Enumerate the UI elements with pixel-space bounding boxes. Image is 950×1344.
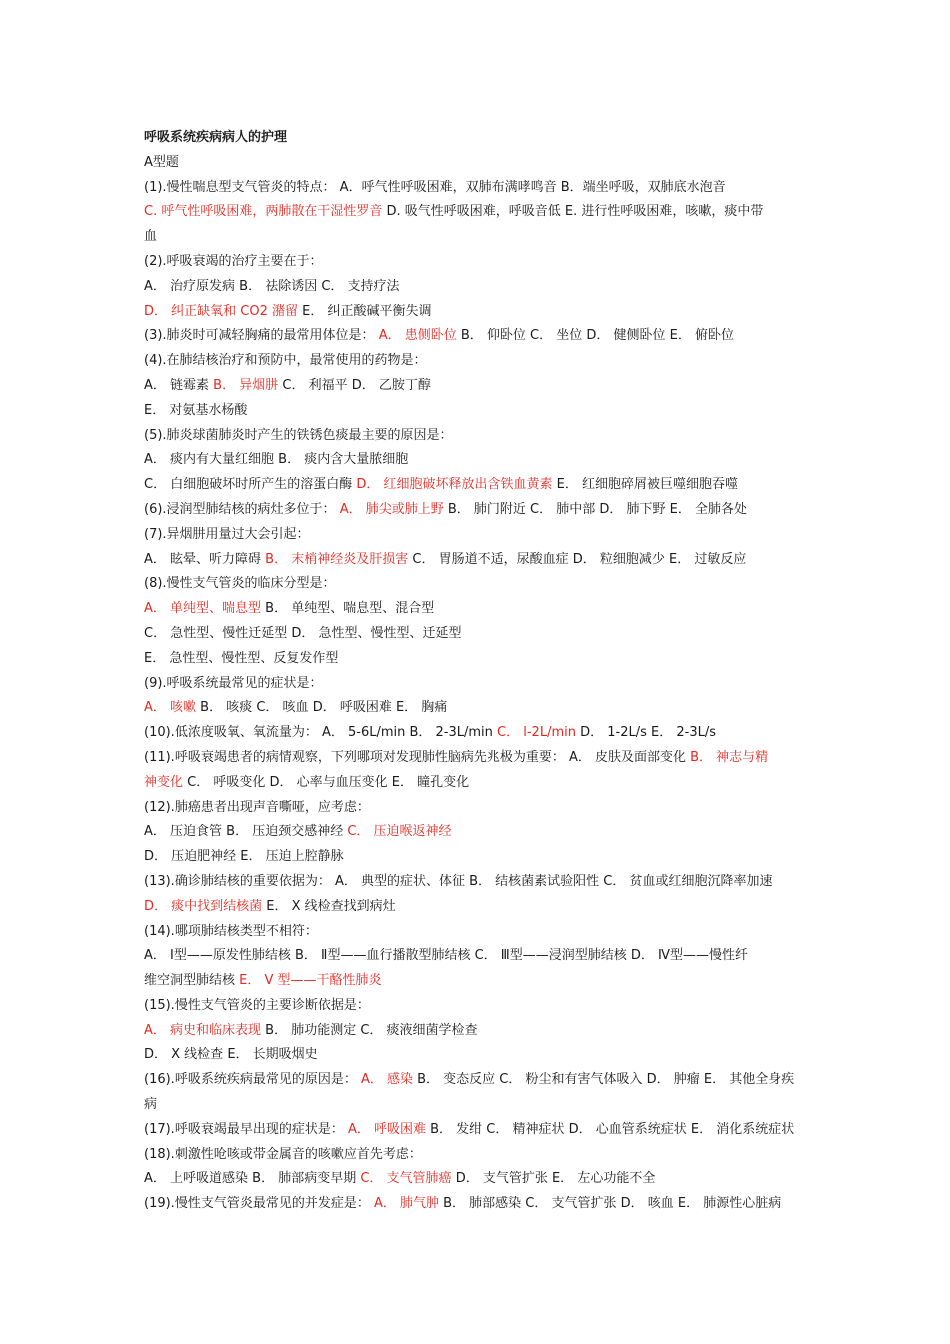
text-line (144, 572, 812, 597)
text-line (144, 1043, 812, 1068)
section-heading: A型题 (144, 154, 179, 170)
question-text: 维空洞型肺结核 (144, 973, 240, 989)
answer-text: E． V 型——干酪性肺炎 (239, 973, 382, 989)
text-line (144, 523, 812, 548)
question-text: (10).低浓度吸氧、氧流量为： A． 5-6L/min B． 2-3L/min (144, 725, 498, 741)
answer-text: D． 红细胞破坏释放出含铁血黄素 (356, 477, 553, 493)
text-line (144, 944, 812, 969)
question-text: B． 肺功能测定 C． 痰液细菌学检查 (261, 1022, 478, 1038)
answer-text: A． 患侧卧位 (378, 328, 457, 344)
answer-text: A． 病史和临床表现 (144, 1022, 262, 1038)
question-text: C． 利福平 D． 乙胺丁醇 (278, 377, 431, 393)
answer-text: 神变化 (144, 774, 184, 790)
text-line (144, 647, 812, 672)
question-text: E． X 线检查找到病灶 (262, 898, 396, 914)
answer-text: D． 纠正缺氧和 CO2 潴留 (144, 303, 298, 319)
answer-text: A． 咳嗽 (144, 700, 197, 716)
text-line (144, 176, 812, 201)
answer-text: A． 感染 (360, 1072, 413, 1088)
question-text: A． Ⅰ型——原发性肺结核 B． Ⅱ型——血行播散型肺结核 C． Ⅲ型——浸润型肺结核 D． Ⅳ型——慢性纤 (144, 948, 749, 964)
document-page (144, 126, 812, 1217)
answer-text: D． 痰中找到结核菌 (144, 898, 263, 914)
question-text: E． 急性型、慢性型、反复发作型 (144, 650, 339, 666)
question-text: D． 压迫肥神经 E． 压迫上腔静脉 (144, 849, 344, 865)
question-text: (14).哪项肺结核类型不相符： (144, 923, 318, 939)
text-line (144, 300, 812, 325)
answer-text: B． 末梢神经炎及肝损害 (265, 551, 409, 567)
question-text: (19).慢性支气管炎最常见的并发症是： (144, 1196, 374, 1212)
question-text: (13).确诊肺结核的重要依据为： A． 典型的症状、体征 B． 结核菌素试验阳性 C． 贫血或红细胞沉降率加速 (144, 873, 773, 889)
question-text: 血 (144, 229, 158, 245)
question-text: E． 对氨基水杨酸 (144, 402, 248, 418)
text-line (144, 721, 812, 746)
question-text: 病 (144, 1097, 158, 1113)
question-text: B． 仰卧位 C． 坐位 D． 健侧卧位 E． 俯卧位 (456, 328, 734, 344)
text-line (144, 920, 812, 945)
answer-text: C． l-2L/min (497, 725, 576, 741)
question-text: (17).呼吸衰竭最早出现的症状是： (144, 1121, 348, 1137)
text-line (144, 672, 812, 697)
text-line (144, 399, 812, 424)
question-text: (2).呼吸衰竭的治疗主要在于： (144, 253, 323, 269)
text-line (144, 622, 812, 647)
text-line (144, 349, 812, 374)
question-text: C． 呼吸变化 D． 心率与血压变化 E． 瞳孔变化 (183, 774, 470, 790)
question-text: (6).浸润型肺结核的病灶多位于： (144, 501, 340, 517)
answer-text: A． 单纯型、喘息型 (144, 601, 262, 617)
question-text: C． 胃肠道不适，尿酸血症 D． 粒细胞减少 E． 过敏反应 (408, 551, 747, 567)
question-text: A． 痰内有大量红细胞 B． 痰内含大量脓细胞 (144, 452, 409, 468)
question-text: B． 单纯型、喘息型、混合型 (261, 601, 435, 617)
text-line (144, 1118, 812, 1143)
question-text: (7).异烟肼用量过大会引起： (144, 526, 310, 542)
question-text: (11).呼吸衰竭患者的病情观察，下列哪项对发现肺性脑病先兆极为重要： A． 皮肤及面部变化 (144, 749, 691, 765)
answer-text: A． 肺尖或肺上野 (339, 501, 444, 517)
text-line (144, 771, 812, 796)
question-text: B． 肺部感染 C． 支气管扩张 D． 咳血 E． 肺源性心脏病 (438, 1196, 782, 1212)
text-line (144, 796, 812, 821)
text-line (144, 969, 812, 994)
text-line (144, 225, 812, 250)
question-text: (18).刺激性呛咳或带金属音的咳嗽应首先考虑： (144, 1146, 422, 1162)
text-line (144, 1167, 812, 1192)
question-text: (5).肺炎球菌肺炎时产生的铁锈色痰最主要的原因是： (144, 427, 453, 443)
text-line (144, 994, 812, 1019)
document-title: 呼吸系统疾病病人的护理 (144, 130, 288, 145)
question-text: D． 支气管扩张 E． 左心功能不全 (451, 1171, 656, 1187)
text-line (144, 374, 812, 399)
text-line (144, 473, 812, 498)
question-text: A． 链霉素 (144, 377, 214, 393)
question-list (144, 176, 812, 1217)
answer-text: A． 呼吸困难 (347, 1121, 426, 1137)
question-text: (9).呼吸系统最常见的症状是： (144, 675, 323, 691)
answer-text: B． 神志与精 (690, 749, 769, 765)
question-text: E． 红细胞碎屑被巨噬细胞吞噬 (552, 477, 738, 493)
text-line (144, 895, 812, 920)
question-text: D． X 线检查 E． 长期吸烟史 (144, 1047, 318, 1063)
text-line (144, 448, 812, 473)
question-text: (15).慢性支气管炎的主要诊断依据是： (144, 997, 370, 1013)
answer-text: C. 呼气性呼吸困难，两肺散在干湿性罗音 (144, 204, 383, 220)
text-line (144, 1143, 812, 1168)
question-text: D. 吸气性呼吸困难，呼吸音低 E. 进行性呼吸困难，咳嗽，痰中带 (382, 204, 764, 220)
text-line (144, 1192, 812, 1217)
question-text: B． 发绀 C． 精神症状 D． 心血管系统症状 E． 消化系统症状 (425, 1121, 795, 1137)
question-text: (8).慢性支气管炎的临床分型是： (144, 576, 336, 592)
question-text: A． 治疗原发病 B． 祛除诱因 C． 支持疗法 (144, 278, 400, 294)
question-text: A． 上呼吸道感染 B． 肺部病变早期 (144, 1171, 361, 1187)
question-text: (12).肺癌患者出现声音嘶哑，应考虑： (144, 799, 370, 815)
question-text: A． 眩晕、听力障碍 (144, 551, 266, 567)
text-line (144, 597, 812, 622)
question-text: B． 变态反应 C． 粉尘和有害气体吸入 D． 肿瘤 E． 其他全身疾 (412, 1072, 795, 1088)
question-text: E． 纠正酸碱平衡失调 (298, 303, 432, 319)
text-line (144, 1068, 812, 1093)
text-line (144, 746, 812, 771)
text-line (144, 324, 812, 349)
question-text: (3).肺炎时可减轻胸痛的最常用体位是： (144, 328, 379, 344)
answer-text: A． 肺气肿 (373, 1196, 439, 1212)
question-text: (4).在肺结核治疗和预防中，最常使用的药物是： (144, 353, 427, 369)
answer-text: C． 支气管肺癌 (360, 1171, 452, 1187)
text-line (144, 424, 812, 449)
text-line (144, 820, 812, 845)
text-line (144, 845, 812, 870)
text-line (144, 1093, 812, 1118)
text-line (144, 250, 812, 275)
question-text: D． 1-2L/s E． 2-3L/s (575, 725, 716, 741)
question-text: B． 咳痰 C． 咳血 D． 呼吸困难 E． 胸痛 (196, 700, 448, 716)
text-line (144, 870, 812, 895)
question-text: (16).呼吸系统疾病最常见的原因是： (144, 1072, 361, 1088)
question-text: (1).慢性喘息型支气管炎的特点： A．呼气性呼吸困难，双肺布满哮鸣音 B．端坐呼吸，双肺底水泡音 (144, 179, 726, 195)
answer-text: C． 压迫喉返神经 (347, 824, 452, 840)
text-line (144, 548, 812, 573)
question-text: B． 肺门附近 C． 肺中部 D． 肺下野 E． 全肺各处 (443, 501, 747, 517)
question-text: C． 急性型、慢性迁延型 D． 急性型、慢性型、迁延型 (144, 625, 462, 641)
text-line (144, 200, 812, 225)
question-text: A． 压迫食管 B． 压迫颈交感神经 (144, 824, 348, 840)
text-line (144, 696, 812, 721)
answer-text: B． 异烟肼 (213, 377, 279, 393)
text-line (144, 275, 812, 300)
text-line (144, 498, 812, 523)
question-text: C． 白细胞破坏时所产生的溶蛋白酶 (144, 477, 357, 493)
text-line (144, 1019, 812, 1044)
